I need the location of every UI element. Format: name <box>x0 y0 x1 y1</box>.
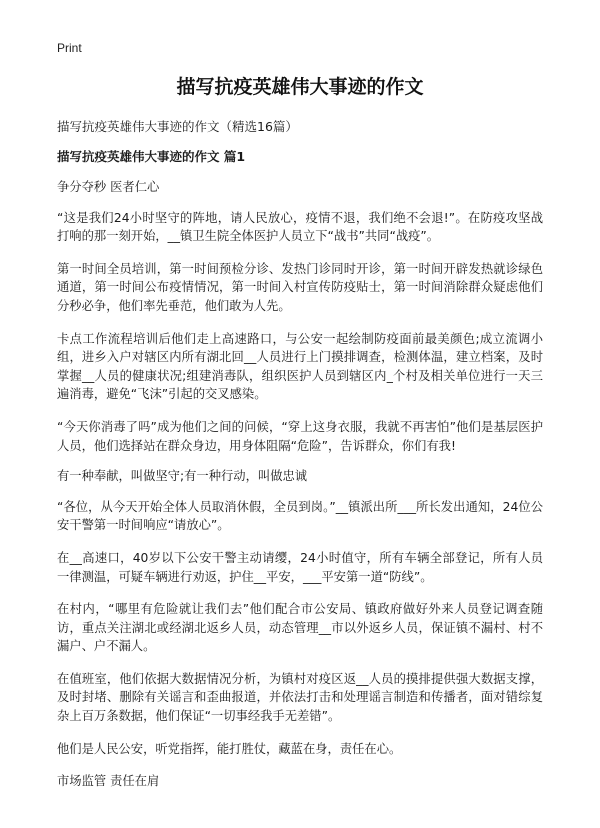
section-heading: 描写抗疫英雄伟大事迹的作文 篇1 <box>57 149 246 164</box>
page-title: 描写抗疫英雄伟大事迹的作文 <box>176 76 424 98</box>
paragraph-subheading: 市场监管 责任在肩 <box>57 774 160 789</box>
paragraph: 卡点工作流程培训后他们走上高速路口，与公安一起绘制防疫面前最美颜色;成立流调小组，进乡入户对辖区内所有湖北回__人员进行上门摸排调查，检测体温，建立档案，及时掌握__人员的健康状况;组建消毒队，组织医护人员到辖区内_个村及相关单位进行一天三遍消毒，避免“飞沫”引起的交叉感染。 <box>57 331 543 402</box>
paragraph-intro-heading: 争分夺秒 医者仁心 <box>57 180 160 194</box>
paragraph: “这是我们24小时坚守的阵地，请人民放心，疫情不退，我们绝不会退!”。在防疫攻坚战打响的那一刻开始，__镇卫生院全体医护人员立下“战书”共同“战疫”。 <box>57 210 543 244</box>
paragraph: 在村内，“哪里有危险就让我们去”他们配合市公安局、镇政府做好外来人员登记调查随访，重点关注湖北或经湖北返乡人员，动态管理__市以外返乡人员，保证镇不漏村、村不漏户、户不漏人。 <box>57 602 543 654</box>
paragraph: 第一时间全员培训，第一时间预检分诊、发热门诊同时开诊，第一时间开辟发热就诊绿色通道，第一时间公布疫情情况，第一时间入村宣传防疫贴士，第一时间消除群众疑虑他们分秒必争，他们率先垂范，他们敢为人先。 <box>57 261 543 313</box>
paragraph: “今天你消毒了吗”成为他们之间的问候，“穿上这身衣服，我就不再害怕”他们是基层医护人员，他们选择站在群众身边，用身体阻隔“危险”，告诉群众，你们有我! <box>57 419 543 453</box>
paragraph-subheading: 有一种奉献，叫做坚守;有一种行动，叫做忠诚 <box>57 469 308 484</box>
paragraph: 在值班室，他们依据大数据情况分析，为镇村对疫区返__人员的摸排提供强大数据支撑，及时封堵、删除有关谣言和歪曲报道，并依法打击和处理谣言制造和传播者，面对错综复杂上百万条数据，他们保证“一切事经我手无差错”。 <box>57 671 543 724</box>
document-subtitle: 描写抗疫英雄伟大事迹的作文（精选16篇） <box>57 119 298 134</box>
paragraph: “各位，从今天开始全体人员取消休假，全员到岗。”__镇派出所___所长发出通知，24位公安干警第一时间响应“请放心”。 <box>57 499 543 533</box>
paragraph: 在__高速口，40岁以下公安干警主动请缨，24小时值守，所有车辆全部登记，所有人员一律测温，可疑车辆进行劝返，护住__平安，___平安第一道“防线”。 <box>57 550 543 584</box>
print-link[interactable]: Print <box>57 41 82 55</box>
paragraph: 他们是人民公安，听党指挥，能打胜仗，藏蓝在身，责任在心。 <box>57 741 402 756</box>
